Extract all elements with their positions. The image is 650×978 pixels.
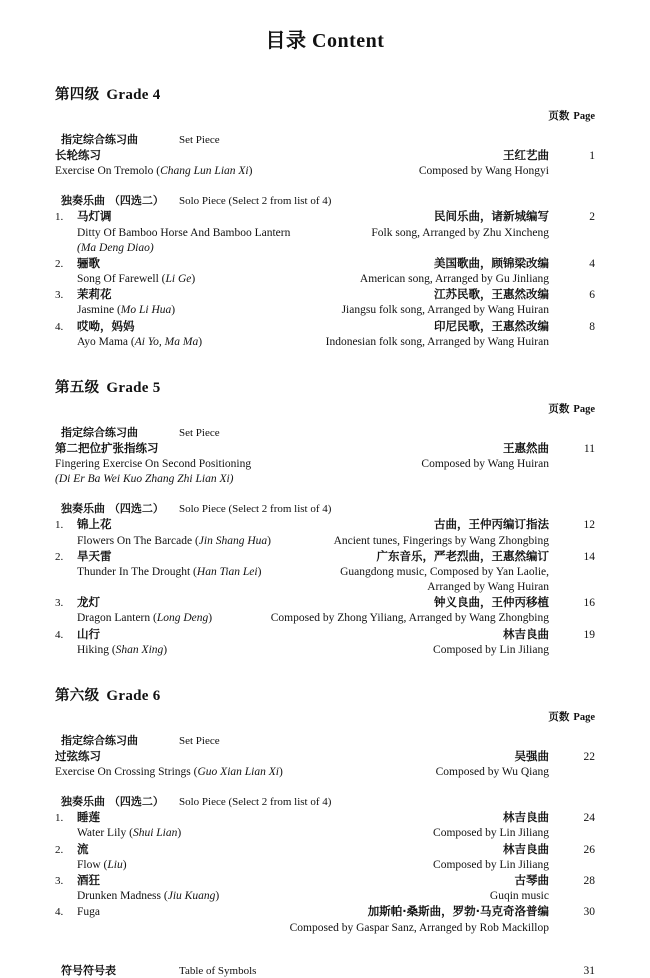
entry-title-en: Exercise On Tremolo (Chang Lun Lian Xi) xyxy=(55,165,253,178)
entry-attribution-en-line2: Arranged by Wang Huiran xyxy=(427,581,549,594)
entry-page-number: 16 xyxy=(583,597,595,610)
grade-heading-en: Grade 6 xyxy=(106,687,161,704)
entry-title-cn: 旱天雷 xyxy=(77,548,112,563)
entry-attribution-en: Composed by Zhong Yiliang, Arranged by Wang Zhongbing xyxy=(270,612,549,625)
entry-title-en-text: Water Lily xyxy=(77,827,127,840)
page-column-header-cn: 页数 xyxy=(548,402,570,415)
solo-piece-label-row xyxy=(61,793,595,809)
entry-list xyxy=(55,517,595,658)
entry-page-number: 28 xyxy=(583,874,595,887)
entry-romanized: Ma Deng Diao xyxy=(80,241,150,254)
grade-section-2 xyxy=(55,376,595,658)
set-piece-label-row xyxy=(61,424,595,440)
entry-subtitle-row xyxy=(55,272,595,287)
entry-attribution-cn: 古琴曲 xyxy=(514,872,549,887)
entry-title-en: Flow (Liu) xyxy=(77,858,127,871)
entry-subtitle-row xyxy=(55,457,595,472)
entry-subtitle-row xyxy=(55,611,595,626)
entry-page-number: 30 xyxy=(583,906,595,919)
entry-page-number: 2 xyxy=(589,211,595,224)
entry-subtitle-row xyxy=(55,765,595,780)
entry-romanized: Liu xyxy=(107,858,123,871)
grade-section-3 xyxy=(55,684,595,936)
set-piece-label-en: Set Piece xyxy=(179,426,220,439)
entry-number: 2. xyxy=(55,257,64,270)
entry-subtitle-row xyxy=(55,335,595,350)
entry-page-number: 6 xyxy=(589,289,595,302)
page-column-header xyxy=(55,108,595,123)
table-of-symbols-label-en: Table of Symbols xyxy=(179,964,257,977)
entry-title-cn: Fuga xyxy=(77,906,100,919)
entry-subtitle-row xyxy=(55,826,595,841)
entry-continuation-row xyxy=(55,472,595,487)
entry-title-row xyxy=(55,517,595,533)
entry-title-en: Flowers On The Barcade (Jin Shang Hua) xyxy=(77,534,271,547)
entry-page-number: 12 xyxy=(583,519,595,532)
entry-title-row xyxy=(55,595,595,611)
entry-number: 4. xyxy=(55,628,64,641)
entry-page-number: 8 xyxy=(589,320,595,333)
entry-continuation-row xyxy=(55,241,595,256)
entry-title-en-text: Ditty Of Bamboo Horse And Bamboo Lantern xyxy=(77,226,291,239)
entry-number: 1. xyxy=(55,519,64,532)
set-piece-label-cn: 指定综合练习曲 xyxy=(61,425,138,439)
entry-romanized: Shui Lian xyxy=(132,827,178,840)
entry-title-row xyxy=(55,148,595,164)
grade-heading xyxy=(55,684,595,705)
entry-attribution-en: Guqin music xyxy=(489,890,549,903)
entry-title-row xyxy=(55,904,595,920)
entry-attribution-cn: 民间乐曲，诸新城编写 xyxy=(434,209,549,224)
entry-title-en-text: Dragon Lantern xyxy=(77,612,151,625)
entry-title-en: Song Of Farewell (Li Ge) xyxy=(77,273,196,286)
entry-title-cn: 龙灯 xyxy=(77,595,100,610)
entry-title-en-text: Thunder In The Drought xyxy=(77,565,191,578)
entry-title-row xyxy=(55,842,595,858)
entry-title-en-text: Flow xyxy=(77,858,101,871)
entry-attribution-cn: 广东音乐，严老烈曲，王惠然编订 xyxy=(376,548,549,563)
entry-number: 3. xyxy=(55,597,64,610)
entry-attribution-cn: 钟义良曲，王仲丙移植 xyxy=(434,595,549,610)
entry-attribution-cn: 美国歌曲，顾锦梁改编 xyxy=(434,255,549,270)
entry-attribution-en: Guangdong music, Composed by Yan Laolie, xyxy=(340,565,549,578)
entry-romanized: Mo Li Hua xyxy=(120,304,172,317)
grade-heading xyxy=(55,376,595,397)
entry-title-en-text: Exercise On Crossing Strings xyxy=(55,766,191,779)
entry-list xyxy=(55,148,595,179)
entry-subtitle-row xyxy=(55,534,595,549)
entry-title-en: Drunken Madness (Jiu Kuang) xyxy=(77,890,220,903)
entry-romanized: Jin Shang Hua xyxy=(198,534,268,547)
page-column-header-cn: 页数 xyxy=(548,110,570,122)
entry-romanized: Chang Lun Lian Xi xyxy=(160,165,249,178)
entry-title-cn: 山行 xyxy=(77,626,100,641)
page-column-header xyxy=(55,709,595,724)
entry-title-en-text: Song Of Farewell xyxy=(77,273,159,286)
entry-attribution-en: American song, Arranged by Gu Jinliang xyxy=(359,273,549,286)
grade-heading-cn: 第五级 xyxy=(55,379,100,396)
entry-title-row xyxy=(55,749,595,765)
entry-number: 2. xyxy=(55,843,64,856)
entry-attribution-en: Composed by Lin Jiliang xyxy=(433,643,549,656)
entry-title-cn: 马灯调 xyxy=(77,209,112,224)
entry-page-number: 11 xyxy=(583,442,595,455)
entry-subtitle-row xyxy=(55,226,595,241)
entry-title-row xyxy=(55,441,595,457)
entry-title-row xyxy=(55,873,595,889)
entry-romanized: Long Deng xyxy=(156,612,209,625)
entry-attribution-en: Composed by Wang Huiran xyxy=(421,458,549,471)
set-piece-label-cn: 指定综合练习曲 xyxy=(61,133,138,146)
entry-page-number: 24 xyxy=(583,812,595,825)
entry-title-en: Hiking (Shan Xing) xyxy=(77,643,168,656)
solo-piece-label-en: Solo Piece (Select 2 from list of 4) xyxy=(179,195,332,208)
entry-attribution-cn: 林吉良曲 xyxy=(503,841,549,856)
entry-title-row xyxy=(55,810,595,826)
grade-heading-en: Grade 5 xyxy=(106,379,161,396)
entry-subtitle-row xyxy=(55,164,595,179)
entry-number: 3. xyxy=(55,874,64,887)
entry-attribution-cn: 林吉良曲 xyxy=(503,810,549,825)
entry-title-cn: 睡莲 xyxy=(77,810,100,825)
set-piece-label-en: Set Piece xyxy=(179,134,220,146)
entry-number: 3. xyxy=(55,289,64,302)
entry-title-cn: 过弦练习 xyxy=(55,748,101,763)
solo-piece-label-row xyxy=(61,192,595,208)
entry-title-cn: 锦上花 xyxy=(77,517,112,532)
entry-romanized-line: (Ma Deng Diao) xyxy=(77,241,154,254)
page-column-header-en: Page xyxy=(573,111,595,122)
entry-title-cn: 骊歌 xyxy=(77,255,100,270)
entry-subtitle-row xyxy=(55,643,595,658)
entry-attribution-cn: 吴强曲 xyxy=(514,748,549,763)
entry-list xyxy=(55,441,595,488)
page-column-header-cn: 页数 xyxy=(548,710,570,723)
grade-heading-cn: 第六级 xyxy=(55,687,100,704)
entry-title-en: Water Lily (Shui Lian) xyxy=(77,827,182,840)
entry-title-cn: 哎呦，妈妈 xyxy=(77,318,135,333)
entry-page-number: 26 xyxy=(583,843,595,856)
table-of-symbols-row xyxy=(61,962,595,978)
grade-heading-en: Grade 4 xyxy=(106,87,161,103)
entry-romanized-line: (Di Er Ba Wei Kuo Zhang Zhi Lian Xi) xyxy=(55,473,234,486)
entry-attribution-en: Indonesian folk song, Arranged by Wang Huiran xyxy=(325,335,549,348)
entry-title-en xyxy=(77,226,290,241)
entry-title-cn: 长轮练习 xyxy=(55,148,101,162)
page-column-header xyxy=(55,401,595,416)
entry-attribution-en: Composed by Wang Hongyi xyxy=(418,165,549,178)
toc-content xyxy=(55,83,595,978)
entry-romanized: Han Tian Lei xyxy=(196,565,258,578)
entry-title-row xyxy=(55,287,595,303)
entry-title-row xyxy=(55,319,595,335)
entry-number: 1. xyxy=(55,211,64,224)
entry-title-en: Exercise On Crossing Strings (Guo Xian Lian Xi) xyxy=(55,766,283,779)
entry-attribution-en: Ancient tunes, Fingerings by Wang Zhongbing xyxy=(333,534,549,547)
solo-piece-label-cn: 独奏乐曲 （四选二） xyxy=(61,502,164,516)
entry-title-en xyxy=(55,457,251,472)
solo-piece-label-en: Solo Piece (Select 2 from list of 4) xyxy=(179,503,332,516)
set-piece-label-cn: 指定综合练习曲 xyxy=(61,733,138,747)
entry-title-en: Dragon Lantern (Long Deng) xyxy=(77,612,213,625)
entry-title-en-text: Jasmine xyxy=(77,304,115,317)
set-piece-label-row xyxy=(61,732,595,748)
entry-subtitle-row xyxy=(55,889,595,904)
entry-title-cn: 茉莉花 xyxy=(77,287,112,302)
entry-title-en-text: Drunken Madness xyxy=(77,890,161,903)
entry-title-en-text: Fingering Exercise On Second Positioning xyxy=(55,458,252,471)
solo-piece-label-en: Solo Piece (Select 2 from list of 4) xyxy=(179,796,332,809)
entry-attribution-cn: 印尼民歌，王惠然改编 xyxy=(434,318,549,333)
entry-list xyxy=(55,810,595,935)
entry-romanized: Li Ge xyxy=(165,273,192,286)
entry-title-cn: 流 xyxy=(77,841,89,856)
grade-section-1 xyxy=(55,83,595,350)
entry-romanized: Di Er Ba Wei Kuo Zhang Zhi Lian Xi xyxy=(58,473,230,486)
entry-continuation-row xyxy=(55,580,595,595)
entry-attribution-cn: 古曲，王仲丙编订指法 xyxy=(434,517,549,532)
entry-page-number: 4 xyxy=(589,257,595,270)
entry-attribution-cn: 王惠然曲 xyxy=(503,440,549,455)
entry-attribution-en: Composed by Wu Qiang xyxy=(435,766,549,779)
solo-piece-label-cn: 独奏乐曲 （四选二） xyxy=(61,194,164,208)
grade-heading-cn: 第四级 xyxy=(55,87,100,103)
page-column-header-en: Page xyxy=(573,711,595,723)
entry-subtitle-row xyxy=(55,858,595,873)
set-piece-label-row xyxy=(61,131,595,147)
entry-page-number: 14 xyxy=(583,550,595,563)
set-piece-label-en: Set Piece xyxy=(179,734,220,747)
entry-title-en-text: Ayo Mama xyxy=(77,335,129,348)
entry-romanized: Shan Xing xyxy=(115,643,164,656)
entry-attribution-en: Composed by Lin Jiliang xyxy=(433,827,549,840)
entry-page-number: 1 xyxy=(589,150,595,162)
page-column-header-en: Page xyxy=(573,403,595,415)
entry-number: 4. xyxy=(55,906,64,919)
entry-list xyxy=(55,209,595,350)
solo-piece-label-cn: 独奏乐曲 （四选二） xyxy=(61,795,164,809)
entry-number: 2. xyxy=(55,550,64,563)
grade-heading xyxy=(55,83,595,104)
entry-title-row xyxy=(55,627,595,643)
entry-page-number: 19 xyxy=(583,628,595,641)
entry-attribution-en: Jiangsu folk song, Arranged by Wang Huiran xyxy=(341,304,549,317)
entry-subtitle-row xyxy=(55,303,595,318)
table-of-symbols-label-cn: 符号符号表 xyxy=(61,963,116,977)
entry-title-en-text: Flowers On The Barcade xyxy=(77,534,193,547)
entry-title-row xyxy=(55,256,595,272)
table-of-symbols-page-number: 31 xyxy=(583,964,595,977)
solo-piece-label-row xyxy=(61,500,595,516)
page-title-cn: 目录 xyxy=(265,30,307,52)
entry-attribution-en: Composed by Lin Jiliang xyxy=(433,858,549,871)
entry-attribution-cn: 加斯帕·桑斯曲，罗勃·马克奇洛普编 xyxy=(367,904,549,919)
entry-subtitle-row xyxy=(55,565,595,580)
entry-title-cn: 第二把位扩张指练习 xyxy=(55,440,159,455)
entry-romanized: Ai Yo, Ma Ma xyxy=(134,335,199,348)
entry-romanized: Guo Xian Lian Xi xyxy=(197,766,279,779)
entry-attribution-en: Composed by Gaspar Sanz, Arranged by Rob Mackillop xyxy=(289,921,549,934)
entry-subtitle-row xyxy=(55,921,595,936)
entry-number: 1. xyxy=(55,812,64,825)
entry-page-number: 22 xyxy=(583,750,595,763)
page-title-en: Content xyxy=(312,30,385,52)
entry-title-en-text: Hiking xyxy=(77,643,109,656)
entry-attribution-en: Folk song, Arranged by Zhu Xincheng xyxy=(371,226,549,239)
entry-title-en-text: Exercise On Tremolo xyxy=(55,165,154,178)
entry-number: 4. xyxy=(55,320,64,333)
entry-attribution-cn: 王红艺曲 xyxy=(503,148,549,162)
entry-title-cn: 酒狂 xyxy=(77,872,100,887)
entry-attribution-cn: 林吉良曲 xyxy=(503,626,549,641)
entry-attribution-cn: 江苏民歌，王惠然改编 xyxy=(434,287,549,302)
entry-title-en: Jasmine (Mo Li Hua) xyxy=(77,304,176,317)
page-title xyxy=(0,0,650,53)
entry-title-row xyxy=(55,209,595,225)
entry-title-row xyxy=(55,549,595,565)
entry-title-en: Ayo Mama (Ai Yo, Ma Ma) xyxy=(77,335,203,348)
entry-list xyxy=(55,749,595,780)
entry-romanized: Jiu Kuang xyxy=(167,890,216,903)
entry-title-en: Thunder In The Drought (Han Tian Lei) xyxy=(77,565,262,578)
